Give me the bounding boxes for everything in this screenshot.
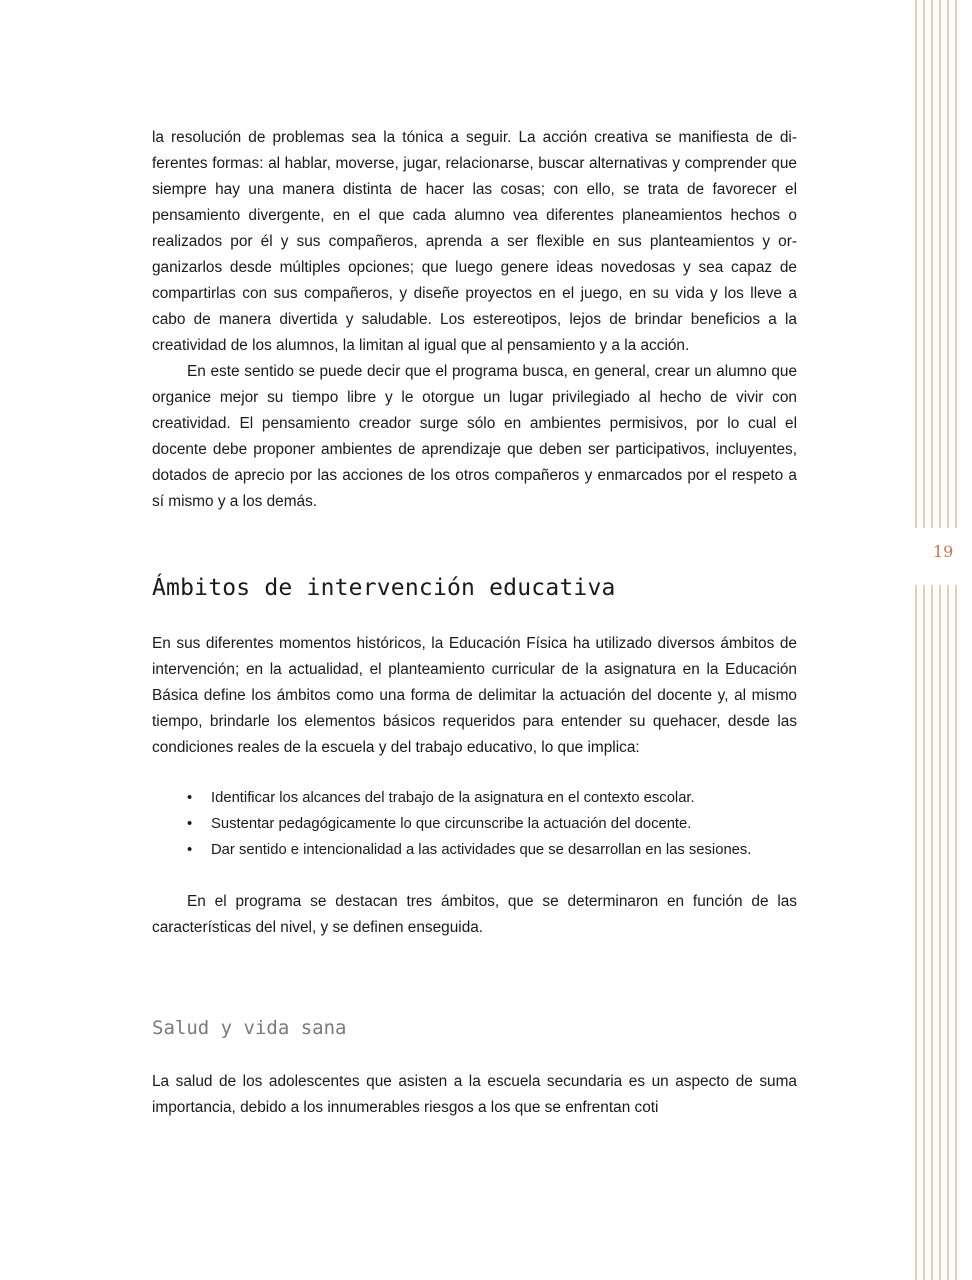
- paragraph-creativity: la resolución de problemas sea la tónica a seguir. La acción creativa se manifiesta de diferentes formas: al hablar, moverse, jugar, relacionarse, buscar alternativas y comprender que siempre hay una manera distinta de hacer las cosas; con ello, se trata de favorecer el pensamiento divergente, en el que cada alumno vea diferentes planeamientos hechos o realizados por él y sus compañeros, aprenda a ser flexible en sus planteamientos y organizarlos desde múltiples opciones; que luego genere ideas novedosas y sea capaz de compartirlas con sus compañeros, y diseñe proyectos en el juego, en su vida y los lleve a cabo de manera divertida y saludable. Los estereotipos, lejos de brindar beneficios a la creatividad de los alumnos, la limitan al igual que al pensamiento y a la acción.: [152, 129, 797, 354]
- paragraph-ambitos-intro: En sus diferentes momentos históricos, la Educación Física ha utilizado diversos ámbitos de intervención; en la actualidad, el planteamiento curricular de la asignatura en la Educación Básica define los ámbitos como una forma de delimitar la actuación del docente y, al mismo tiempo, brindarle los elementos básicos requeridos para entender su quehacer, desde las condiciones reales de la escuela y del trabajo educativo, lo que implica:: [152, 635, 797, 756]
- page-number: 19: [933, 542, 954, 561]
- page-content: [152, 125, 797, 1121]
- list-item: • Identificar los alcances del trabajo de la asignatura en el contexto escolar.: [152, 785, 797, 811]
- list-item: • Dar sentido e intencionalidad a las actividades que se desarrollan en las sesiones.: [152, 837, 797, 863]
- list-item: • Sustentar pedagógicamente lo que circunscribe la actuación del docente.: [152, 811, 797, 837]
- bullet-icon: •: [187, 816, 193, 832]
- paragraph-program-goal: En este sentido se puede decir que el programa busca, en general, crear un alumno que organice mejor su tiempo libre y le otorgue un lugar privilegiado al hecho de vivir con creatividad. El pensamiento creador surge sólo en ambientes permisivos, por lo cual el docente debe proponer ambientes de aprendizaje que deben ser participativos, incluyentes, dotados de aprecio por las acciones de los otros compañeros y enmarcados por el respeto a sí mismo y a los demás.: [152, 363, 797, 510]
- paragraph-salud: La salud de los adolescentes que asisten a la escuela secundaria es un aspecto de suma importancia, debido a los innumerables riesgos a los que se enfrentan coti: [152, 1073, 797, 1116]
- paragraph-three-ambitos: En el programa se destacan tres ámbitos, que se determinaron en función de las características del nivel, y se definen enseguida.: [152, 893, 797, 936]
- decorative-stripes-top: [915, 0, 960, 528]
- bullet-icon: •: [187, 790, 193, 806]
- bullet-icon: •: [187, 842, 193, 858]
- subheading-salud: Salud y vida sana: [152, 1017, 347, 1039]
- section-heading-ambitos: Ámbitos de intervención educativa: [152, 575, 616, 601]
- bullet-list: [152, 785, 797, 863]
- decorative-stripes-bottom: [915, 585, 960, 1280]
